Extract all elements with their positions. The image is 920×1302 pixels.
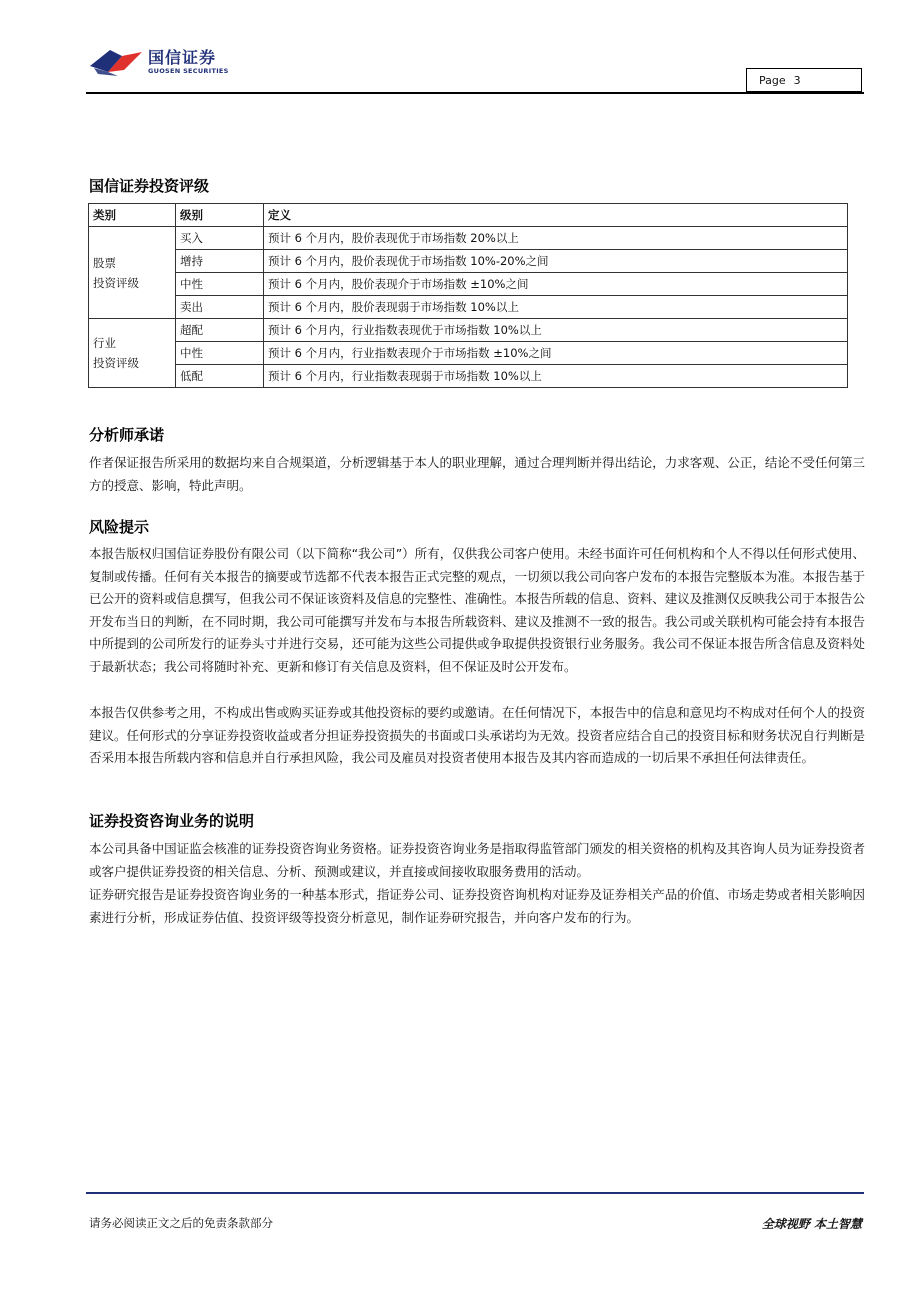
table-row <box>89 319 848 342</box>
table-row <box>89 250 848 273</box>
page-header <box>0 0 920 100</box>
rating-definition: 预计 6 个月内，股价表现弱于市场指数 10%以上 <box>264 296 848 319</box>
rating-level: 卖出 <box>176 296 264 319</box>
table-row <box>89 342 848 365</box>
footer-disclaimer-note: 请务必阅读正文之后的免责条款部分 <box>89 1216 273 1230</box>
page-number: 3 <box>793 74 801 87</box>
rating-definition: 预计 6 个月内，行业指数表现优于市场指数 10%以上 <box>264 319 848 342</box>
rating-definition: 预计 6 个月内，行业指数表现介于市场指数 ±10%之间 <box>264 342 848 365</box>
rating-table <box>88 203 848 388</box>
rating-definition: 预计 6 个月内，股价表现介于市场指数 ±10%之间 <box>264 273 848 296</box>
logo-english-name: GUOSEN SECURITIES <box>148 67 229 75</box>
table-row <box>89 227 848 250</box>
risk-section-title: 风险提示 <box>89 518 150 536</box>
analyst-paragraph: 作者保证报告所采用的数据均来自合规渠道，分析逻辑基于本人的职业理解，通过合理判断并得出结论，力求客观、公正，结论不受任何第三方的授意、影响，特此声明。 <box>89 455 865 493</box>
column-header-level: 级别 <box>176 204 264 227</box>
footer-divider <box>86 1192 864 1194</box>
rating-level: 买入 <box>176 227 264 250</box>
analyst-section-title: 分析师承诺 <box>89 426 165 444</box>
rating-definition: 预计 6 个月内，股价表现优于市场指数 20%以上 <box>264 227 848 250</box>
risk-paragraph-1: 本报告版权归国信证券股份有限公司（以下简称“我公司”）所有，仅供我公司客户使用。未经书面许可任何机构和个人不得以任何形式使用、复制或传播。任何有关本报告的摘要或节选都不代表本报告正式完整的观点，一切须以我公司向客户发布的本报告完整版本为准。本报告基于已公开的资料或信息撰写，但我公司不保证该资料及信息的完整性、准确性。本报告所载的信息、资料、建议及推测仅反映我公司于本报告公开发布当日的判断，在不同时期，我公司可能撰写并发布与本报告所载资料、建议及推测不一致的报告。我公司或关联机构可能会持有本报告中所提到的公司所发行的证券头寸并进行交易，还可能为这些公司提供或争取提供投资银行业务服务。我公司不保证本报告所含信息及资料处于最新状态；我公司将随时补充、更新和修订有关信息及资料，但不保证及时公开发布。 <box>89 546 865 674</box>
rating-level: 中性 <box>176 273 264 296</box>
page-label: Page <box>759 74 786 87</box>
rating-level: 超配 <box>176 319 264 342</box>
table-row <box>89 273 848 296</box>
advisory-paragraph-2: 证券研究报告是证券投资咨询业务的一种基本形式，指证券公司、证券投资咨询机构对证券及证券相关产品的价值、市场走势或者相关影响因素进行分析，形成证券估值、投资评级等投资分析意见，制作证券研究报告，并向客户发布的行为。 <box>89 887 865 925</box>
rating-level: 增持 <box>176 250 264 273</box>
rating-level: 中性 <box>176 342 264 365</box>
table-row <box>89 365 848 388</box>
advisory-paragraph-1: 本公司具备中国证监会核准的证券投资咨询业务资格。证券投资咨询业务是指取得监管部门颁发的相关资格的机构及其咨询人员为证券投资者或客户提供证券投资的相关信息、分析、预测或建议，并直接或间接收取服务费用的活动。 <box>89 841 865 879</box>
logo-chinese-name: 国信证券 <box>148 48 217 67</box>
column-header-definition: 定义 <box>264 204 848 227</box>
table-row <box>89 296 848 319</box>
rating-level: 低配 <box>176 365 264 388</box>
table-header-row <box>89 204 848 227</box>
category-stock: 股票 投资评级 <box>89 227 176 319</box>
rating-definition: 预计 6 个月内，股价表现优于市场指数 10%-20%之间 <box>264 250 848 273</box>
category-industry: 行业 投资评级 <box>89 319 176 388</box>
advisory-section-title: 证券投资咨询业务的说明 <box>89 812 255 830</box>
rating-section-title: 国信证券投资评级 <box>89 177 210 195</box>
rating-definition: 预计 6 个月内，行业指数表现弱于市场指数 10%以上 <box>264 365 848 388</box>
footer-slogan: 全球视野 本土智慧 <box>761 1217 862 1231</box>
company-logo <box>88 40 238 80</box>
header-divider <box>86 92 864 94</box>
page-indicator <box>746 68 862 92</box>
risk-paragraph-2: 本报告仅供参考之用，不构成出售或购买证券或其他投资标的要约或邀请。在任何情况下，本报告中的信息和意见均不构成对任何个人的投资建议。任何形式的分享证券投资收益或者分担证券投资损失的书面或口头承诺均为无效。投资者应结合自己的投资目标和财务状况自行判断是否采用本报告所载内容和信息并自行承担风险，我公司及雇员对投资者使用本报告及其内容而造成的一切后果不承担任何法律责任。 <box>89 705 865 765</box>
guosen-logo-icon <box>88 42 144 78</box>
column-header-category: 类别 <box>89 204 176 227</box>
